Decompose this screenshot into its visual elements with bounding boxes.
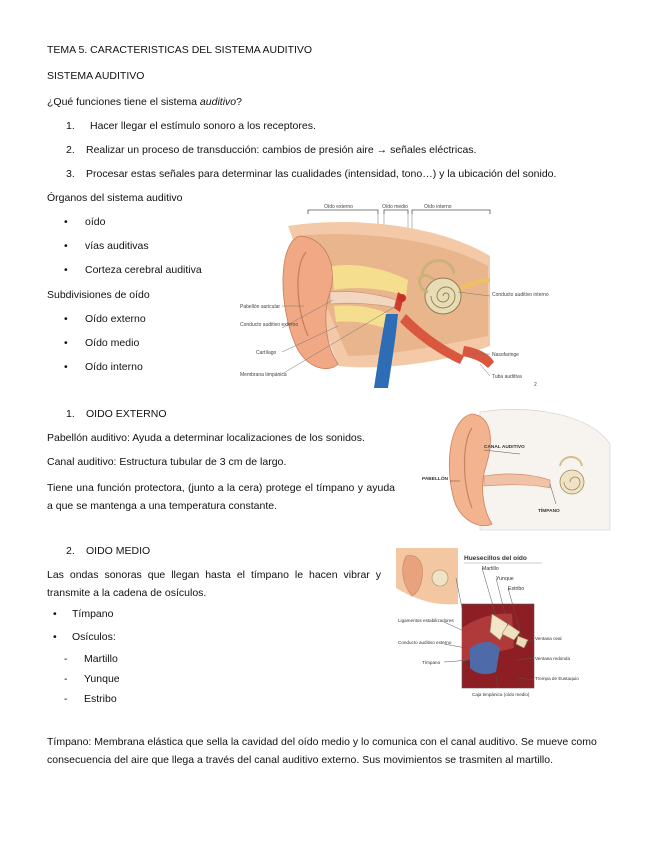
list-item: Oído medio [85,337,140,349]
list-item: Hacer llegar el estímulo sonoro a los receptores. [90,120,316,132]
list-item: Martillo [84,653,118,665]
list-item: Oído externo [85,313,146,325]
label-pabellon: PABELLÓN [422,477,449,482]
list-number: 2. [66,144,75,156]
label-conducto-interno: Conducto auditivo interno [492,292,549,298]
section-number: 2. [66,545,75,557]
label-ligamentos: Ligamentos estabilizadores [398,618,454,623]
section-title: OIDO EXTERNO [86,408,167,420]
list-item: Yunque [84,673,120,685]
paragraph: Las ondas sonoras que llegan hasta el tímpano le hacen vibrar y transmite a la cadena de osículos. [47,569,381,599]
label-martillo: Martillo [482,566,499,572]
list-item: oído [85,216,106,228]
ear-anatomy-figure [238,196,549,388]
page-title: TEMA 5. CARACTERISTICAS DEL SISTEMA AUDITIVO [47,44,313,56]
label-oido-medio: Oído medio [382,204,408,210]
figure-title: Huesecillos del oído [464,555,527,562]
label-nasofaringe: Nasofaringe [492,352,519,358]
bullet-icon: • [53,631,57,643]
label-caja: Caja timpánica (oído medio) [472,692,530,697]
list-item: Estribo [84,693,117,705]
label-canal: CANAL AUDITIVO [484,445,525,450]
label-cartilago: Cartílago [256,350,277,356]
list-number: 1. [66,120,75,132]
section-title: OIDO MEDIO [86,545,151,557]
bullet-icon: • [64,313,68,325]
label-trompa: Trompa de Eustaquio [535,676,579,681]
list-item: Osículos: [72,631,116,643]
organs-heading: Órganos del sistema auditivo [47,192,183,204]
dash-icon: - [64,693,68,705]
bullet-icon: • [53,608,57,620]
list-item: Realizar un proceso de transducción: cambios de presión aire → señales eléctricas. [86,144,477,156]
paragraph: Canal auditivo: Estructura tubular de 3 cm de largo. [47,456,287,468]
ossicles-figure [396,548,579,704]
subdivisions-heading: Subdivisiones de oído [47,289,150,301]
label-conducto-externo: Conducto auditivo externo [240,322,299,328]
bullet-icon: • [64,216,68,228]
label-oido-externo: Oído externo [324,204,353,210]
label-ventana-oval: Ventana oval [535,636,562,641]
list-item: vías auditivas [85,240,149,252]
label-timpano: Tímpano [422,660,441,665]
bullet-icon: • [64,337,68,349]
bullet-icon: • [64,264,68,276]
list-item: Tímpano [72,608,114,620]
list-number: 3. [66,168,75,180]
paragraph: Pabellón auditivo: Ayuda a determinar localizaciones de los sonidos. [47,432,365,444]
label-timpano: TÍMPANO [538,509,560,514]
bullet-icon: • [64,240,68,252]
bullet-icon: • [64,361,68,373]
label-conducto: Conducto auditivo externo [398,640,452,645]
section-number: 1. [66,408,75,420]
label-estribo: Estribo [508,586,525,592]
section-heading: SISTEMA AUDITIVO [47,70,145,82]
label-tuba: Tuba auditiva [492,374,522,380]
list-item: Oído interno [85,361,143,373]
list-item: Procesar estas señales para determinar las cualidades (intensidad, tono…) y la ubicación del sonido. [86,168,557,180]
label-membrana: Membrana timpánica [240,372,287,378]
label-pabellon: Pabellón auricular [240,304,281,310]
dash-icon: - [64,653,68,665]
label-ventana-redonda: Ventana redonda [535,656,570,661]
label-yunque: Yunque [496,576,514,582]
list-item: Corteza cerebral auditiva [85,264,202,276]
outer-ear-figure [420,404,610,530]
question-text: ¿Qué funciones tiene el sistema auditivo? [47,96,242,108]
label-oido-interno: Oído interno [424,204,452,210]
figure-number: 2 [534,382,537,388]
paragraph: Tiene una función protectora, (junto a la cera) protege el tímpano y ayuda a que se mantenga a una temperatura constante. [47,482,395,512]
paragraph: Tímpano: Membrana elástica que sella la cavidad del oído medio y lo comunica con el canal auditivo. Se mueve como consecuencia del aire que llega a través del canal auditivo externo. Sus movimientos se trasmiten al martillo. [47,736,597,766]
dash-icon: - [64,673,68,685]
